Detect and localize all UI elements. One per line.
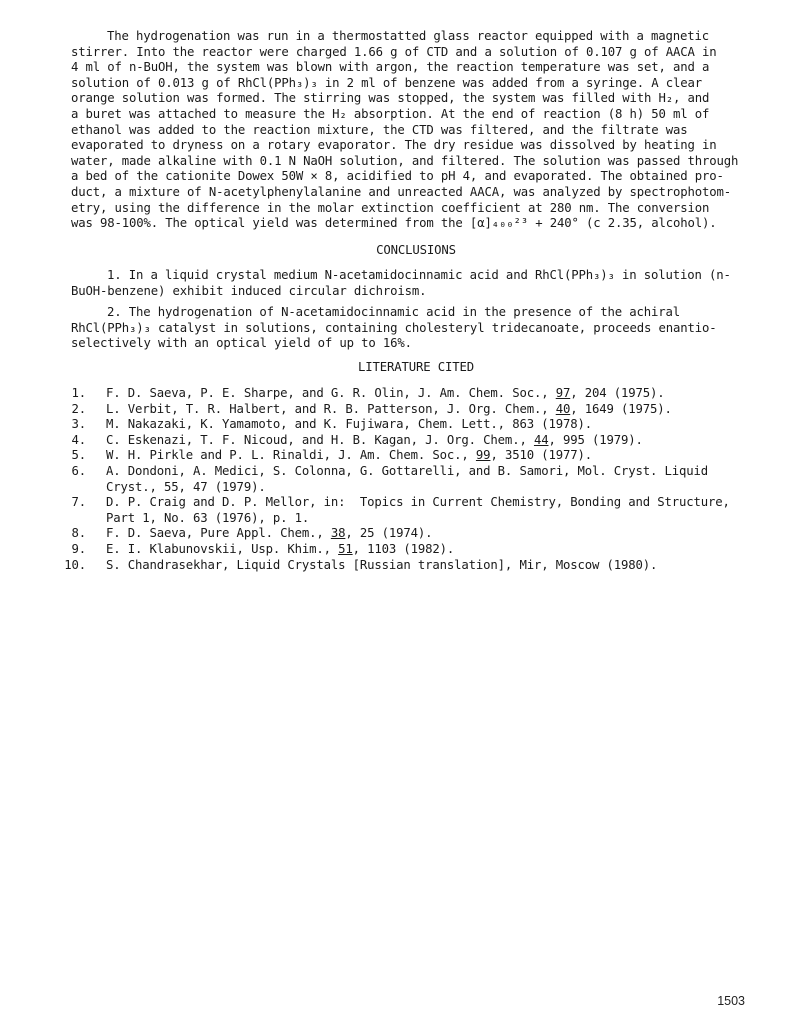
reference-text (106, 495, 768, 526)
reference-item (58, 433, 768, 449)
text-line: a buret was attached to measure the H₂ absorption. At the end of reaction (8 h) 50 ml of (71, 106, 710, 121)
reference-item (58, 495, 768, 526)
reference-continuation: Cryst., 55, 47 (1979). (106, 479, 266, 494)
reference-number: 9. (71, 541, 86, 556)
reference-pages-year: , 3510 (1977). (490, 448, 592, 463)
reference-item (58, 542, 768, 558)
reference-citation: F. D. Saeva, Pure Appl. Chem., (106, 526, 331, 541)
text-line: ethanol was added to the reaction mixture, the CTD was filtered, and the filtrate was (71, 122, 688, 137)
reference-pages-year: , 25 (1974). (345, 526, 433, 541)
reference-text (106, 526, 768, 542)
reference-pages-year: , 204 (1975). (570, 386, 665, 400)
reference-item (58, 402, 768, 418)
text-line: 1. In a liquid crystal medium N-acetamidocinnamic acid and RhCl(PPh₃)₃ in solution (n- (107, 268, 731, 282)
reference-text (106, 433, 768, 449)
reference-citation: M. Nakazaki, K. Yamamoto, and K. Fujiwara, Chem. Lett., 863 (1978). (106, 417, 592, 432)
reference-number: 3. (71, 417, 86, 432)
text-line: RhCl(PPh₃)₃ catalyst in solutions, containing cholesteryl tridecanoate, proceeds enantio- (71, 320, 717, 335)
reference-pages-year: , 1649 (1975). (570, 401, 672, 416)
text-line: water, made alkaline with 0.1 N NaOH solution, and filtered. The solution was passed through (71, 153, 739, 168)
text-line: solution of 0.013 g of RhCl(PPh₃)₃ in 2 ml of benzene was added from a syringe. A clear (71, 75, 703, 90)
text-line: stirrer. Into the reactor were charged 1.66 g of CTD and a solution of 0.107 g of AACA in (71, 44, 717, 59)
page-number: 1503 (717, 994, 745, 1008)
reference-text (106, 558, 768, 574)
conclusion-item-2 (71, 305, 761, 352)
reference-text (106, 542, 768, 558)
reference-citation: C. Eskenazi, T. F. Nicoud, and H. B. Kagan, J. Org. Chem., (106, 432, 534, 447)
text-line: evaporated to dryness on a rotary evaporator. The dry residue was dissolved by heating in (71, 138, 717, 153)
conclusions-heading: CONCLUSIONS (376, 243, 456, 257)
reference-citation: S. Chandrasekhar, Liquid Crystals [Russian translation], Mir, Moscow (1980). (106, 557, 658, 572)
reference-item (58, 558, 768, 574)
reference-number: 2. (71, 401, 86, 416)
reference-item (58, 417, 768, 433)
reference-item (58, 526, 768, 542)
reference-text (106, 417, 768, 433)
reference-number: 1. (71, 386, 86, 400)
reference-text (106, 448, 768, 464)
reference-text (106, 386, 768, 402)
reference-text (106, 464, 768, 495)
experimental-paragraph (71, 29, 761, 232)
text-line: orange solution was formed. The stirring was stopped, the system was filled with H₂, and (71, 91, 710, 106)
reference-pages-year: , 995 (1979). (548, 432, 643, 447)
reference-citation: L. Verbit, T. R. Halbert, and R. B. Patterson, J. Org. Chem., (106, 401, 556, 416)
text-line: BuOH-benzene) exhibit induced circular dichroism. (71, 283, 427, 298)
reference-number: 8. (71, 526, 86, 541)
reference-citation: E. I. Klabunovskii, Usp. Khim., (106, 541, 339, 556)
reference-number: 4. (71, 432, 86, 447)
reference-item (58, 464, 768, 495)
reference-volume: 44 (533, 432, 549, 447)
reference-citation: D. P. Craig and D. P. Mellor, in: Topics in Current Chemistry, Bonding and Structure, (106, 495, 730, 510)
text-line: a bed of the cationite Dowex 50W × 8, acidified to pH 4, and evaporated. The obtained pro- (71, 169, 724, 184)
reference-pages-year: , 1103 (1982). (352, 541, 455, 556)
reference-item (58, 386, 768, 402)
reference-volume: 38 (330, 526, 346, 541)
reference-number: 7. (71, 495, 86, 510)
text-line: was 98-100%. The optical yield was determined from the [α]₄₀₀²³ + 240° (c 2.35, alcohol). (71, 216, 717, 231)
reference-text (106, 402, 768, 418)
reference-citation: A. Dondoni, A. Medici, S. Colonna, G. Gottarelli, and B. Samori, Mol. Cryst. Liquid (106, 463, 709, 478)
reference-item (58, 448, 768, 464)
text-line: duct, a mixture of N-acetylphenylalanine and unreacted AACA, was analyzed by spectrophotom- (71, 184, 732, 199)
text-line: selectively with an optical yield of up to 16%. (71, 336, 412, 351)
text-line: The hydrogenation was run in a thermostatted glass reactor equipped with a magnetic (107, 29, 710, 43)
reference-volume: 97 (555, 386, 571, 400)
text-line: 2. The hydrogenation of N-acetamidocinnamic acid in the presence of the achiral (107, 305, 681, 319)
reference-number: 10. (64, 557, 86, 572)
reference-citation: W. H. Pirkle and P. L. Rinaldi, J. Am. Chem. Soc., (106, 448, 476, 463)
reference-volume: 51 (338, 541, 353, 556)
reference-list (58, 386, 768, 573)
literature-cited-heading: LITERATURE CITED (357, 360, 475, 374)
reference-number: 6. (71, 463, 86, 478)
text-line: etry, using the difference in the molar extinction coefficient at 280 nm. The conversion (71, 200, 710, 215)
reference-volume: 99 (475, 448, 491, 463)
reference-continuation: Part 1, No. 63 (1976), p. 1. (106, 510, 310, 525)
reference-volume: 40 (555, 401, 571, 416)
reference-citation: F. D. Saeva, P. E. Sharpe, and G. R. Olin, J. Am. Chem. Soc., (106, 386, 556, 400)
reference-number: 5. (71, 448, 86, 463)
conclusion-item-1 (71, 268, 761, 299)
text-line: 4 ml of n-BuOH, the system was blown with argon, the reaction temperature was set, and a (71, 60, 710, 75)
